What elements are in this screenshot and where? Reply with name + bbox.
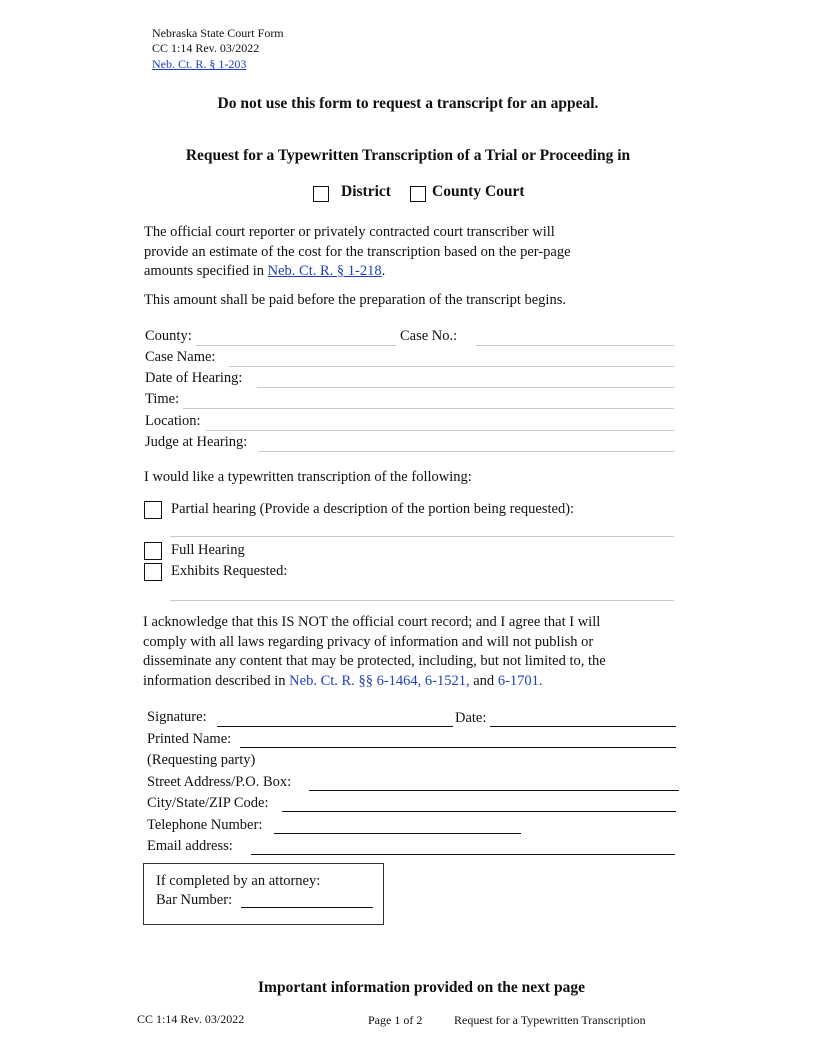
case-name-field[interactable]	[229, 366, 674, 367]
bar-number-label: Bar Number:	[156, 892, 233, 908]
request-prompt: I would like a typewritten transcription of the following:	[144, 469, 472, 485]
attorney-box-heading: If completed by an attorney:	[156, 873, 321, 889]
rule-6-1521-link[interactable]: 6-1521,	[424, 672, 470, 689]
printed-name-label: Printed Name:	[147, 731, 232, 747]
location-field[interactable]	[206, 430, 674, 431]
city-state-zip-label: City/State/ZIP Code:	[147, 795, 269, 811]
partial-hearing-label: Partial hearing (Provide a description of the portion being requested):	[171, 501, 575, 517]
date-of-hearing-field[interactable]	[257, 387, 674, 388]
rule-6-1464-link[interactable]: Neb. Ct. R. §§ 6-1464,	[289, 672, 422, 689]
date-of-hearing-label: Date of Hearing:	[145, 370, 243, 386]
intro-line-3	[144, 262, 571, 282]
payment-note: This amount shall be paid before the preparation of the transcript begins.	[144, 292, 566, 308]
city-state-zip-field[interactable]	[282, 811, 676, 812]
rule-1-218-link[interactable]: Neb. Ct. R. § 1-218	[267, 263, 382, 279]
ack-and: and	[473, 672, 495, 689]
appeal-warning: Do not use this form to request a transcript for an appeal.	[217, 95, 599, 112]
rule-6-1701-link[interactable]: 6-1701	[497, 672, 539, 689]
attorney-box	[143, 863, 384, 925]
ack-period: .	[538, 672, 543, 689]
page-title: Request for a Typewritten Transcription of a Trial or Proceeding in	[185, 147, 631, 164]
county-court-checkbox[interactable]	[410, 186, 426, 202]
footer-form-title: Request for a Typewritten Transcription	[454, 1013, 646, 1027]
signature-label: Signature:	[147, 709, 207, 725]
printed-name-field[interactable]	[240, 747, 676, 748]
footer-form-id: CC 1:14 Rev. 03/2022	[137, 1012, 245, 1026]
street-address-field[interactable]	[309, 790, 679, 791]
county-label: County:	[145, 328, 192, 344]
district-label: District	[341, 183, 391, 200]
signature-field[interactable]	[217, 726, 453, 727]
date-field[interactable]	[490, 726, 676, 727]
intro-line-2: provide an estimate of the cost for the transcription based on the per-page	[144, 243, 571, 260]
case-no-field[interactable]	[476, 345, 674, 346]
footer-page-number: Page 1 of 2	[368, 1013, 423, 1027]
header-rule-link[interactable]: Neb. Ct. R. § 1-203	[152, 57, 247, 71]
date-label: Date:	[455, 710, 487, 726]
street-address-label: Street Address/P.O. Box:	[147, 774, 292, 790]
next-page-note: Important information provided on the next page	[258, 979, 585, 996]
ack-line-4-prefix: information described in	[143, 672, 286, 689]
judge-label: Judge at Hearing:	[145, 434, 248, 450]
county-court-label: County Court	[432, 183, 525, 200]
partial-hearing-description-field[interactable]	[170, 536, 674, 537]
full-hearing-checkbox[interactable]	[144, 542, 162, 560]
email-field[interactable]	[251, 854, 675, 855]
case-name-label: Case Name:	[145, 349, 216, 365]
telephone-field[interactable]	[274, 833, 521, 834]
location-label: Location:	[145, 413, 201, 429]
ack-line-3: disseminate any content that may be protected, including, but not limited to, the	[143, 653, 606, 669]
case-no-label: Case No.:	[400, 328, 458, 344]
time-label: Time:	[145, 391, 180, 407]
intro-line-3-prefix: amounts specified in	[144, 263, 265, 279]
county-field[interactable]	[196, 345, 396, 346]
acknowledgment-paragraph	[143, 613, 606, 691]
intro-line-1: The official court reporter or privately contracted court transcriber will	[144, 224, 555, 240]
exhibits-field[interactable]	[170, 600, 674, 601]
intro-line-3-suffix: .	[381, 263, 386, 279]
ack-line-2: comply with all laws regarding privacy of information and will not publish or	[143, 633, 594, 650]
ack-line-4	[143, 672, 606, 692]
time-field[interactable]	[183, 408, 674, 409]
partial-hearing-checkbox[interactable]	[144, 501, 162, 519]
intro-paragraph	[144, 223, 571, 282]
email-label: Email address:	[147, 838, 233, 854]
judge-field[interactable]	[259, 451, 674, 452]
full-hearing-label: Full Hearing	[171, 542, 245, 558]
ack-line-1: I acknowledge that this IS NOT the official court record; and I agree that I will	[143, 614, 601, 630]
header-form-number: CC 1:14 Rev. 03/2022	[152, 41, 260, 55]
telephone-label: Telephone Number:	[147, 817, 263, 833]
exhibits-checkbox[interactable]	[144, 563, 162, 581]
district-checkbox[interactable]	[313, 186, 329, 202]
bar-number-field[interactable]	[241, 907, 373, 908]
requesting-party-label: (Requesting party)	[147, 752, 256, 768]
exhibits-label: Exhibits Requested:	[171, 563, 288, 579]
header-court-form: Nebraska State Court Form	[152, 26, 284, 40]
